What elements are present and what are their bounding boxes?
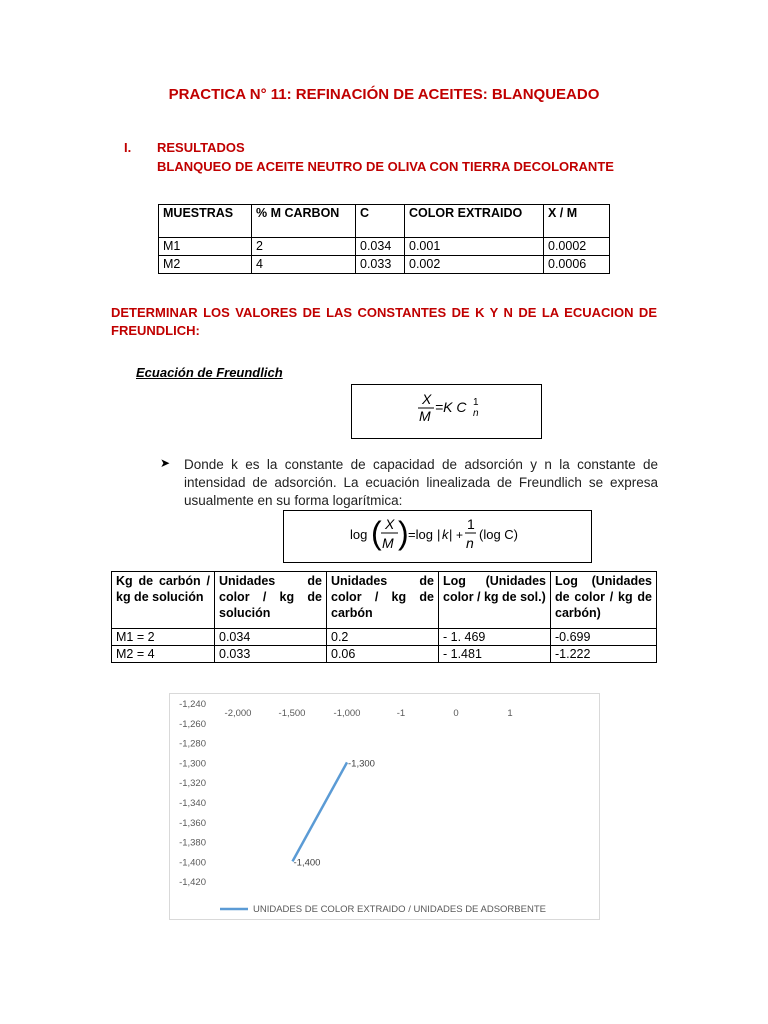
y-tick-label: -1,300: [179, 758, 206, 770]
table-row: [112, 629, 657, 646]
table-header: X / M: [544, 205, 610, 238]
y-tick-label: -1,360: [179, 817, 206, 829]
table-cell: -0.699: [551, 629, 657, 646]
eq2-bar-right: |: [449, 527, 453, 542]
table-cell: 0.06: [327, 646, 439, 663]
eq-denominator: M: [419, 408, 431, 424]
log-equation: [284, 511, 591, 562]
table-cell: 0.001: [405, 238, 544, 256]
eq2-open-paren: (: [371, 515, 382, 551]
table-row: [112, 646, 657, 663]
y-tick-label: -1,280: [179, 738, 206, 750]
table-cell: M1 = 2: [112, 629, 215, 646]
table-cell: M2 = 4: [112, 646, 215, 663]
results-table: [158, 204, 610, 274]
eq2-close-paren: ): [398, 515, 409, 551]
table-cell: 0.034: [356, 238, 405, 256]
table-header: MUESTRAS: [159, 205, 252, 238]
explanation-paragraph: Donde k es la constante de capacidad de adsorción y n la constante de intensidad de adsorción. La ecuación linealizada de Freundlich se expresa usualmente en su forma logarítmica:: [184, 457, 658, 508]
y-tick-label: -1,260: [179, 718, 206, 730]
x-tick-label: -1,500: [278, 708, 306, 719]
x-tick-label: -2,000: [224, 708, 252, 719]
page-title: PRACTICA N° 11: REFINACIÓN DE ACEITES: BLANQUEADO: [168, 86, 600, 103]
table-cell: 4: [252, 256, 356, 274]
table-cell: 2: [252, 238, 356, 256]
line-chart: [170, 694, 599, 919]
eq2-n: n: [466, 535, 474, 551]
table-header-row: [112, 572, 657, 629]
eq-rhs: =K C: [435, 399, 467, 415]
eq-subscript: n: [473, 408, 479, 419]
y-tick-label: -1,240: [179, 699, 206, 710]
table-cell: 0.002: [405, 256, 544, 274]
eq2-denominator: M: [382, 535, 394, 551]
y-tick-label: -1,420: [179, 877, 206, 889]
eq-superscript: 1: [473, 397, 479, 408]
table-cell: 0.034: [215, 629, 327, 646]
eq2-plus: +: [456, 528, 464, 542]
eq2-numerator: X: [385, 516, 395, 532]
eq-numerator: X: [422, 391, 432, 407]
table-cell: M2: [159, 256, 252, 274]
table-cell: -1.222: [551, 646, 657, 663]
chart-container: [169, 693, 600, 920]
eq2-k: k: [442, 527, 449, 542]
series-line: [293, 762, 348, 861]
table-header: C: [356, 205, 405, 238]
equation-label: Ecuación de Freundlich: [136, 365, 283, 380]
table-cell: 0.0006: [544, 256, 610, 274]
eq2-log: log: [350, 527, 368, 542]
eq2-bar-left: |: [437, 527, 441, 542]
eq2-one: 1: [467, 516, 475, 532]
table-header: Kg de carbón / kg de solución: [112, 572, 215, 629]
table-header: Log (Unidades de color / kg de carbón): [551, 572, 657, 629]
data-label: -1,400: [293, 857, 321, 869]
freundlich-equation-box: [351, 384, 542, 439]
table-header: COLOR EXTRAIDO: [405, 205, 544, 238]
table-header: Unidades de color / kg de carbón: [327, 572, 439, 629]
x-tick-label: 1: [507, 708, 513, 719]
legend-entry: UNIDADES DE COLOR EXTRAIDO / UNIDADES DE ADSORBENTE: [253, 904, 546, 915]
section-number: I.: [124, 140, 132, 155]
data-label: -1,300: [348, 758, 375, 770]
log-equation-box: [283, 510, 592, 563]
log-table: [111, 571, 657, 663]
arrow-bullet-icon: ➤: [160, 456, 171, 470]
table-cell: 0.033: [356, 256, 405, 274]
table-header: Unidades de color / kg de solución: [215, 572, 327, 629]
table-cell: 0.033: [215, 646, 327, 663]
freundlich-equation: [352, 385, 541, 438]
table-header: % M CARBON: [252, 205, 356, 238]
eq2-mid: =log: [408, 527, 433, 542]
determine-heading: DETERMINAR LOS VALORES DE LAS CONSTANTES DE K Y N DE LA ECUACION DE FREUNDLICH:: [111, 305, 657, 338]
x-tick-label: -1,000: [333, 708, 361, 719]
table-cell: 0.0002: [544, 238, 610, 256]
table-cell: M1: [159, 238, 252, 256]
x-tick-label: 0: [453, 708, 459, 719]
x-tick-label: -1: [396, 708, 406, 719]
y-tick-label: -1,400: [179, 857, 206, 869]
y-tick-label: -1,320: [179, 778, 206, 790]
section-title: RESULTADOS: [157, 140, 245, 155]
table-cell: - 1.481: [439, 646, 551, 663]
y-tick-label: -1,340: [179, 798, 206, 809]
table-row: [159, 238, 610, 256]
eq2-tail: (log C): [479, 527, 519, 542]
table-cell: - 1. 469: [439, 629, 551, 646]
y-tick-label: -1,380: [179, 837, 206, 849]
table-header: Log (Unidades color / kg de sol.): [439, 572, 551, 629]
section-subtitle: BLANQUEO DE ACEITE NEUTRO DE OLIVA CON TIERRA DECOLORANTE: [157, 159, 614, 174]
table-cell: 0.2: [327, 629, 439, 646]
table-row: [159, 256, 610, 274]
table-header-row: [159, 205, 610, 238]
